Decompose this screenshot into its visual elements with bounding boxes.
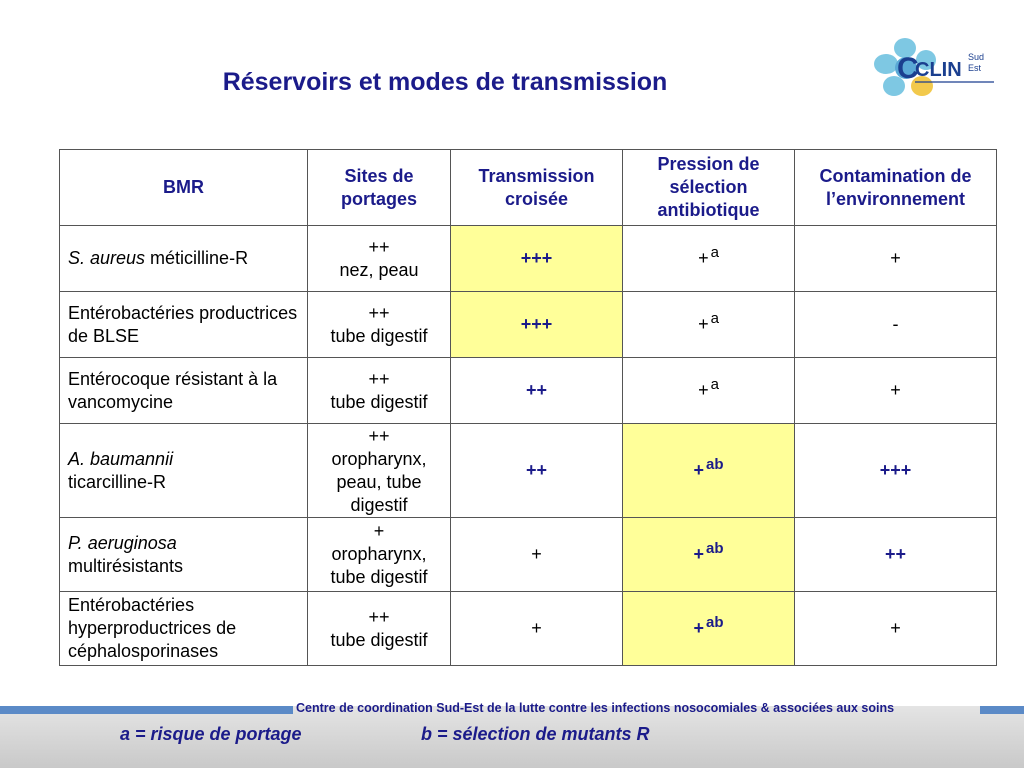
- table-header-row: [60, 150, 997, 226]
- bmr-name-italic: A. baumannii: [68, 448, 174, 469]
- svg-text:Sud: Sud: [968, 52, 985, 62]
- header-pression: Pression de sélection antibiotique: [623, 150, 795, 226]
- bmr-table: [59, 149, 997, 666]
- table-row: [60, 358, 997, 424]
- pression-sup: a: [710, 310, 719, 327]
- sites-text: oropharynx, tube digestif: [330, 544, 428, 587]
- pression-value: +: [693, 544, 704, 564]
- slide-title: Réservoirs et modes de transmission: [222, 68, 668, 96]
- pression-sup: ab: [706, 540, 724, 557]
- sites-cell: [308, 592, 451, 666]
- header-bmr: BMR: [60, 150, 308, 226]
- svg-text:Est: Est: [968, 63, 982, 73]
- sites-text: tube digestif: [330, 325, 428, 346]
- cclin-logo: [870, 36, 1000, 102]
- sites-cell: [308, 518, 451, 592]
- transmission-value: +++: [520, 248, 553, 268]
- sites-text: tube digestif: [330, 391, 428, 412]
- contamination-cell: [795, 592, 997, 666]
- table-row: [60, 518, 997, 592]
- transmission-cell: [451, 424, 623, 518]
- sites-cell: [308, 292, 451, 358]
- pression-cell: [623, 292, 795, 358]
- footer-accent-right: [980, 706, 1024, 714]
- bmr-cell: [60, 358, 308, 424]
- contamination-cell: [795, 226, 997, 292]
- table-row: [60, 226, 997, 292]
- transmission-value: +++: [520, 314, 553, 334]
- pression-sup: a: [710, 376, 719, 393]
- pression-value: +: [693, 618, 704, 638]
- contamination-cell: [795, 292, 997, 358]
- bmr-name: ticarcilline-R: [68, 471, 167, 492]
- contamination-cell: [795, 358, 997, 424]
- bmr-name: Entérobactéries productrices de BLSE: [68, 302, 298, 346]
- sites-text: tube digestif: [330, 629, 428, 650]
- bmr-cell: [60, 226, 308, 292]
- sites-level: ++: [368, 425, 390, 446]
- header-transmission: Transmission croisée: [451, 150, 623, 226]
- svg-text:C: C: [897, 52, 919, 85]
- transmission-value: +: [531, 618, 542, 638]
- contamination-value: +: [890, 618, 901, 638]
- pression-sup: ab: [706, 456, 724, 473]
- pression-value: +: [698, 248, 709, 268]
- pression-cell: [623, 358, 795, 424]
- footer-accent-left: [0, 706, 293, 714]
- bmr-cell: [60, 424, 308, 518]
- svg-text:CLIN: CLIN: [915, 59, 962, 81]
- contamination-value: +: [890, 248, 901, 268]
- pression-sup: ab: [706, 614, 724, 631]
- transmission-cell: [451, 518, 623, 592]
- table-row: [60, 424, 997, 518]
- contamination-value: +++: [879, 460, 912, 480]
- pression-cell: [623, 226, 795, 292]
- table-row: [60, 292, 997, 358]
- legend-a: a = risque de portage: [120, 724, 302, 744]
- sites-level: ++: [368, 236, 390, 257]
- sites-cell: [308, 424, 451, 518]
- bmr-name: méticilline-R: [145, 248, 249, 268]
- sites-level: ++: [368, 302, 390, 323]
- contamination-value: +: [890, 380, 901, 400]
- footer-text: Centre de coordination Sud-Est de la lutte contre les infections nosocomiales & associées aux soins: [296, 701, 895, 715]
- contamination-value: -: [892, 314, 899, 334]
- contamination-value: ++: [884, 544, 907, 564]
- legend-b: b = sélection de mutants R: [421, 724, 650, 744]
- pression-cell: [623, 592, 795, 666]
- transmission-cell: [451, 292, 623, 358]
- sites-cell: [308, 226, 451, 292]
- pression-cell: [623, 424, 795, 518]
- sites-text: oropharynx, peau, tube digestif: [331, 448, 427, 515]
- bmr-name: Entérobactéries hyperproductrices de céphalosporinases: [68, 595, 237, 661]
- sites-level: +: [373, 521, 385, 541]
- transmission-value: ++: [525, 380, 548, 400]
- pression-sup: a: [710, 244, 719, 261]
- contamination-cell: [795, 424, 997, 518]
- bmr-name: Entérocoque résistant à la vancomycine: [68, 368, 278, 412]
- bmr-cell: [60, 292, 308, 358]
- bmr-name-italic: S. aureus: [68, 248, 146, 268]
- pression-cell: [623, 518, 795, 592]
- contamination-cell: [795, 518, 997, 592]
- bmr-name-italic: P. aeruginosa: [68, 532, 177, 553]
- bmr-cell: [60, 592, 308, 666]
- table-row: [60, 592, 997, 666]
- transmission-value: +: [531, 544, 542, 564]
- transmission-cell: [451, 358, 623, 424]
- bmr-cell: [60, 518, 308, 592]
- sites-cell: [308, 358, 451, 424]
- header-sites: Sites de portages: [308, 150, 451, 226]
- transmission-cell: [451, 592, 623, 666]
- bmr-name: multirésistants: [68, 555, 184, 576]
- transmission-cell: [451, 226, 623, 292]
- sites-level: ++: [368, 368, 390, 389]
- pression-value: +: [698, 314, 709, 334]
- pression-value: +: [698, 380, 709, 400]
- sites-level: ++: [368, 606, 390, 627]
- sites-text: nez, peau: [339, 259, 419, 280]
- header-contamination: Contamination de l’environnement: [795, 150, 997, 226]
- transmission-value: ++: [525, 460, 548, 480]
- pression-value: +: [693, 460, 704, 480]
